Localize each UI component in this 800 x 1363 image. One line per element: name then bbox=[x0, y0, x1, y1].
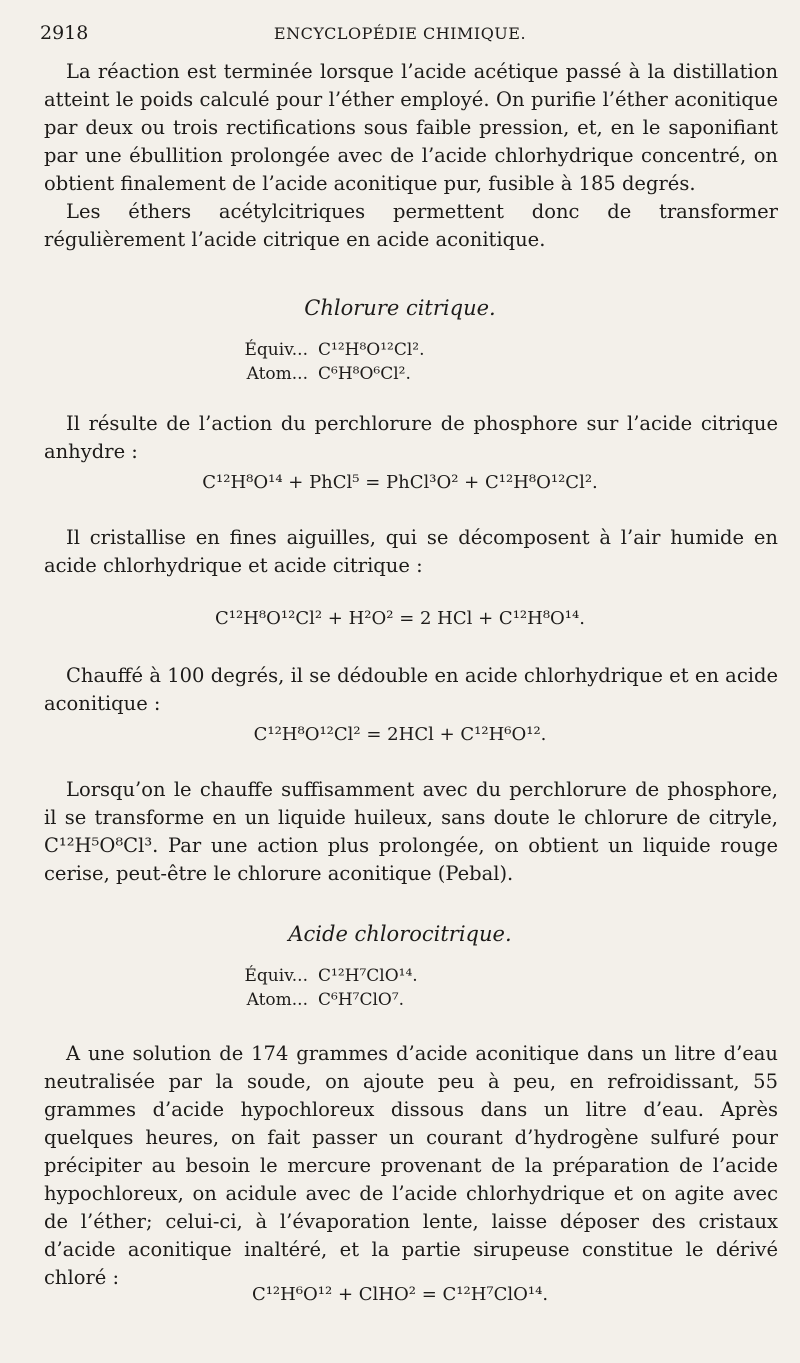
atom-label-2: Atom... bbox=[246, 990, 308, 1010]
equation-1: C¹²H⁸O¹⁴ + PhCl⁵ = PhCl³O² + C¹²H⁸O¹²Cl². bbox=[202, 472, 598, 493]
equiv-label-2: Équiv... bbox=[244, 966, 308, 986]
paragraph-1: La réaction est terminée lorsque l’acide acétique passé à la distillation atteint le poids calculé pour l’éther employé. On purifie l’éther aconitique par deux ou trois rectifications sous faible pression, et, en le saponifiant par une ébullition prolongée avec de l’acide chlorhydrique concentré, on obtient finalement de l’acide aconitique pur, fusible à 185 degrés. bbox=[44, 60, 778, 195]
equation-3: C¹²H⁸O¹²Cl² = 2HCl + C¹²H⁶O¹². bbox=[253, 724, 547, 745]
paragraph-4: Il cristallise en fines aiguilles, qui se décomposent à l’air humide en acide chlorhydrique et acide citrique : bbox=[44, 526, 778, 577]
paragraph-5: Chauffé à 100 degrés, il se dédouble en acide chlorhydrique et en acide aconitique : bbox=[44, 664, 778, 715]
equation-2: C¹²H⁸O¹²Cl² + H²O² = 2 HCl + C¹²H⁸O¹⁴. bbox=[215, 608, 585, 629]
equiv-formula-2: C¹²H⁷ClO¹⁴. bbox=[318, 966, 418, 986]
equiv-formula: C¹²H⁸O¹²Cl². bbox=[318, 340, 425, 360]
page-header bbox=[40, 22, 760, 50]
equation-4: C¹²H⁶O¹² + ClHO² = C¹²H⁷ClO¹⁴. bbox=[251, 1284, 549, 1305]
equiv-formula-block bbox=[212, 338, 425, 386]
section-title-acide-chlorocitrique: Acide chlorocitrique. bbox=[288, 922, 512, 946]
equiv-formula-block-2 bbox=[212, 964, 418, 1012]
paragraph-6: Lorsqu’on le chauffe suffisamment avec du perchlorure de phosphore, il se transforme en un liquide huileux, sans doute le chlorure de citryle, C¹²H⁵O⁸Cl³. Par une action plus prolongée, on obtient un liquide rouge cerise, peut-être le chlorure aconitique (Pebal). bbox=[44, 778, 778, 885]
atom-label: Atom... bbox=[246, 364, 308, 384]
atom-formula-2: C⁶H⁷ClO⁷. bbox=[318, 990, 405, 1010]
running-title: ENCYCLOPÉDIE CHIMIQUE. bbox=[273, 24, 527, 43]
paragraph-2: Les éthers acétylcitriques permettent donc de transformer régulièrement l’acide citrique en acide aconitique. bbox=[44, 200, 778, 251]
section-title-chlorure-citrique: Chlorure citrique. bbox=[304, 296, 496, 320]
paragraph-3: Il résulte de l’action du perchlorure de phosphore sur l’acide citrique anhydre : bbox=[44, 412, 778, 463]
equiv-label: Équiv... bbox=[244, 340, 308, 360]
page-number: 2918 bbox=[40, 22, 89, 44]
atom-formula: C⁶H⁸O⁶Cl². bbox=[318, 364, 411, 384]
paragraph-7: A une solution de 174 grammes d’acide aconitique dans un litre d’eau neutralisée par la soude, on ajoute peu à peu, en refroidissant, 55 grammes d’acide hypochloreux dissous dans un litre d’eau. Après quelques heures, on fait passer un courant d’hydrogène sulfuré pour précipiter au besoin le mercure provenant de la préparation de l’acide hypochloreux, on acidule avec de l’acide chlorhydrique et on agite avec de l’éther; celui-ci, à l’évaporation lente, laisse déposer des cristaux d’acide aconitique inaltéré, et la partie sirupeuse constitue le dérivé chloré : bbox=[44, 1042, 778, 1289]
